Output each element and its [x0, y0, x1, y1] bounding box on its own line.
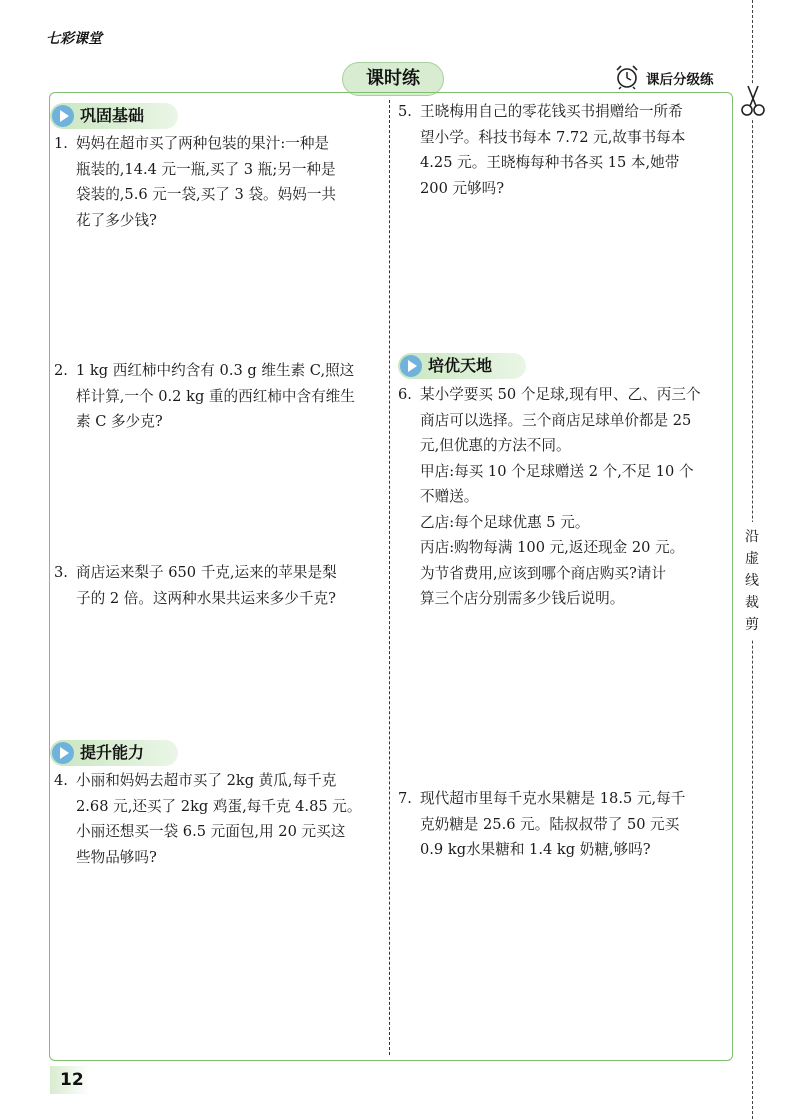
question-line: 现代超市里每千克水果糖是 18.5 元,每千 — [420, 790, 686, 807]
question-7 — [398, 786, 685, 863]
section-improve — [50, 740, 178, 766]
question-3 — [54, 560, 337, 611]
section-title: 提升能力 — [80, 743, 145, 762]
section-basic — [50, 103, 178, 129]
question-line: 王晓梅用自己的零花钱买书捐赠给一所希 — [420, 103, 683, 120]
cut-char: 剪 — [745, 617, 759, 633]
question-5 — [398, 99, 685, 201]
question-line: 0.9 kg水果糖和 1.4 kg 奶糖,够吗? — [420, 841, 651, 858]
question-line: 甲店:每买 10 个足球赠送 2 个,不足 10 个 — [420, 462, 694, 480]
scissors-icon — [740, 84, 766, 118]
question-line: 某小学要买 50 个足球,现有甲、乙、丙三个 — [420, 386, 701, 403]
question-1 — [54, 131, 336, 233]
question-line: 克奶糖是 25.6 元。陆叔叔带了 50 元买 — [420, 815, 680, 833]
question-line: 望小学。科技书每本 7.72 元,故事书每本 — [420, 128, 686, 146]
question-line: 元,但优惠的方法不同。 — [420, 437, 571, 454]
question-number: 3. — [54, 564, 68, 581]
cut-char: 裁 — [745, 595, 759, 611]
question-number: 6. — [398, 386, 412, 403]
question-line: 不赠送。 — [420, 488, 479, 505]
question-line: 子的 2 倍。这两种水果共运来多少千克? — [76, 589, 336, 607]
question-4 — [54, 768, 361, 870]
question-2 — [54, 358, 355, 435]
question-line: 素 C 多少克? — [76, 413, 163, 430]
question-line: 乙店:每个足球优惠 5 元。 — [420, 513, 590, 531]
question-number: 7. — [398, 790, 412, 807]
question-line: 4.25 元。王晓梅每种书各买 15 本,她带 — [420, 154, 680, 171]
question-number: 4. — [54, 772, 68, 789]
cut-char: 线 — [745, 573, 759, 589]
question-line: 商店可以选择。三个商店足球单价都是 25 — [420, 411, 692, 429]
question-line: 小丽和妈妈去超市买了 2kg 黄瓜,每千克 — [76, 772, 337, 789]
question-line: 丙店:购物每满 100 元,返还现金 20 元。 — [420, 539, 685, 556]
question-line: 瓶装的,14.4 元一瓶,买了 3 瓶;另一种是 — [76, 160, 336, 178]
question-number: 5. — [398, 103, 412, 120]
question-line: 算三个店分别需多少钱后说明。 — [420, 590, 625, 607]
play-triangle-icon — [52, 742, 74, 764]
section-title: 巩固基础 — [80, 106, 145, 125]
question-line: 为节省费用,应该到哪个商店购买?请计 — [420, 564, 666, 582]
page-number: 12 — [50, 1066, 90, 1094]
question-line: 1 kg 西红柿中约含有 0.3 g 维生素 C,照这 — [76, 362, 355, 379]
question-line: 袋装的,5.6 元一袋,买了 3 袋。妈妈一共 — [76, 186, 337, 203]
question-number: 1. — [54, 135, 68, 152]
section-title: 培优天地 — [428, 356, 493, 375]
cut-instruction — [741, 522, 763, 640]
question-line: 妈妈在超市买了两种包装的果汁:一种是 — [76, 135, 330, 152]
column-divider — [389, 100, 390, 1055]
alarm-clock-icon — [614, 64, 640, 90]
question-6 — [398, 382, 701, 612]
cut-char: 虚 — [745, 551, 759, 567]
play-triangle-icon — [400, 355, 422, 377]
question-line: 小丽还想买一袋 6.5 元面包,用 20 元买这 — [76, 823, 346, 840]
level-label: 课后分级练 — [646, 72, 714, 88]
section-advanced — [398, 353, 526, 379]
brand-logo: 七彩课堂 — [46, 31, 102, 47]
question-line: 样计算,一个 0.2 kg 重的西红柿中含有维生 — [76, 387, 355, 405]
question-line: 2.68 元,还买了 2kg 鸡蛋,每千克 4.85 元。 — [76, 797, 362, 815]
question-line: 花了多少钱? — [76, 211, 157, 229]
page-title: 课时练 — [342, 62, 444, 96]
question-line: 些物品够吗? — [76, 848, 157, 866]
question-number: 2. — [54, 362, 68, 379]
cut-char: 沿 — [745, 529, 759, 545]
question-line: 200 元够吗? — [420, 179, 505, 197]
question-line: 商店运来梨子 650 千克,运来的苹果是梨 — [76, 564, 337, 581]
play-triangle-icon — [52, 105, 74, 127]
